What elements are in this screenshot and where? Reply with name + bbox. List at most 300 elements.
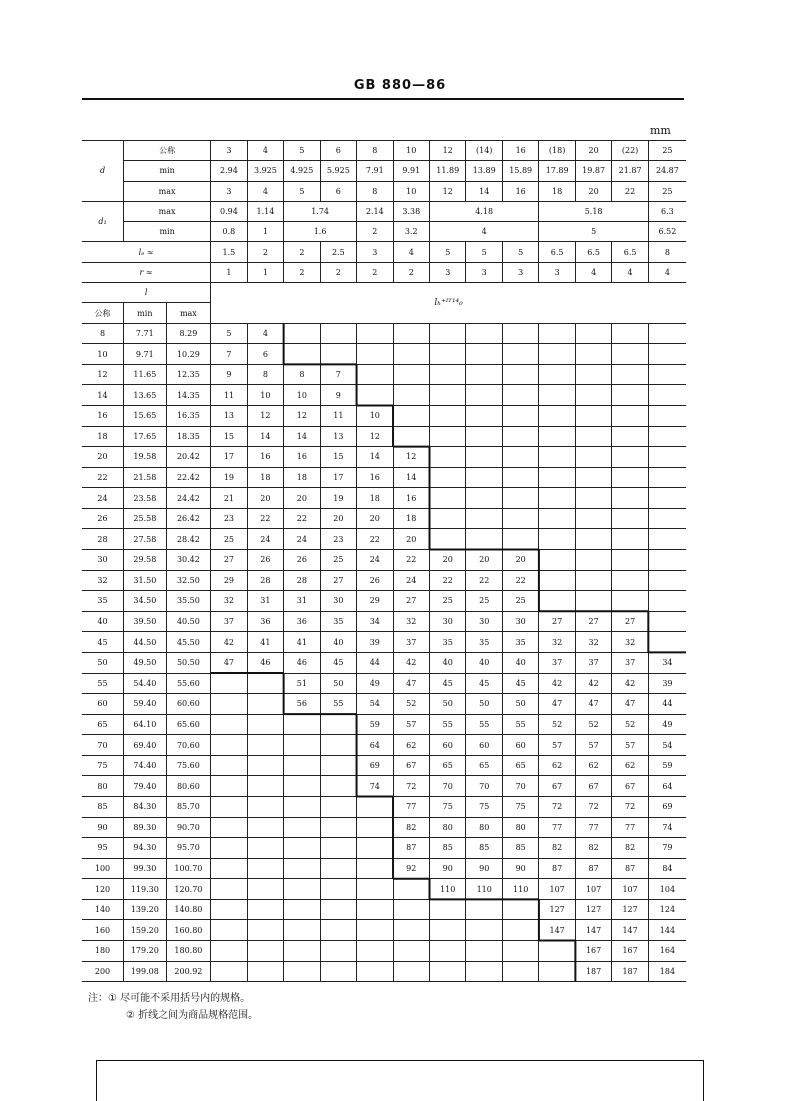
l-value-cell: 51 [284,673,320,694]
l-max-cell: 12.35 [166,364,211,385]
l-value-cell: 62 [539,755,575,776]
l-value-cell: 40 [320,632,356,653]
l-value-cell: 42 [211,632,247,653]
unit-label: mm [650,124,671,137]
l-value-cell: 85 [430,838,466,859]
l-value-cell [648,550,686,571]
l-table-row [82,570,686,591]
l-value-cell: 27 [539,611,575,632]
l-table-row [82,755,686,776]
l-value-cell: 70 [430,776,466,797]
l-value-cell: 107 [612,879,648,900]
l-value-cell: 19 [211,467,247,488]
l-nominal-cell: 95 [82,838,124,859]
r-cell: 3 [466,262,502,282]
l-value-cell [430,899,466,920]
le-cell: 1.5 [211,242,247,262]
l-value-cell: 14 [357,447,393,468]
d1-max-cell: 6.3 [648,201,686,221]
d-min-row [82,161,686,181]
l-value-cell [357,817,393,838]
l-value-cell [320,941,356,962]
l-table-row [82,776,686,797]
l-value-cell [393,961,429,982]
l-value-cell: 9 [211,364,247,385]
l-value-cell: 82 [539,838,575,859]
l-value-cell: 24 [284,529,320,550]
l-value-cell [648,364,686,385]
l-value-cell: 20 [284,488,320,509]
l-value-cell: 9 [320,385,356,406]
l-value-cell [284,920,320,941]
l-max-cell: 70.60 [166,735,211,756]
l-value-cell [430,920,466,941]
l-value-cell [320,858,356,879]
l-value-cell [284,755,320,776]
l-value-cell [466,508,502,529]
l-value-cell: 52 [539,714,575,735]
l-value-cell: 22 [284,508,320,529]
l-value-cell: 27 [211,550,247,571]
d-max-cell: 22 [612,181,648,201]
l-value-cell [612,488,648,509]
l-value-cell: 55 [466,714,502,735]
l-value-cell [284,961,320,982]
le-cell: 4 [393,242,429,262]
l-table-row [82,838,686,859]
l-min-cell: 7.71 [124,323,167,344]
l-value-cell [466,385,502,406]
le-cell: 2.5 [320,242,356,262]
d1-max-row [82,201,686,221]
l-value-cell: 27 [320,570,356,591]
l-value-cell [575,447,611,468]
d1-max-cell: 1.74 [284,201,357,221]
l-nominal-cell: 26 [82,508,124,529]
l-value-cell: 22 [430,570,466,591]
l-min-cell: 9.71 [124,344,167,365]
l-value-cell: 34 [357,611,393,632]
l-value-cell [247,858,283,879]
l-value-cell [357,941,393,962]
l-value-cell: 46 [247,652,283,673]
l-value-cell [430,529,466,550]
le-cell: 5 [430,242,466,262]
l-nominal-cell: 16 [82,405,124,426]
l-value-cell: 57 [612,735,648,756]
l-max-cell: 200.92 [166,961,211,982]
l-value-cell: 84 [648,858,686,879]
l-value-cell: 80 [430,817,466,838]
l-value-cell: 25 [211,529,247,550]
l-value-cell: 55 [502,714,538,735]
l-value-cell [575,529,611,550]
l-value-cell: 57 [393,714,429,735]
l-value-cell: 62 [575,755,611,776]
l-max-cell: 35.50 [166,591,211,612]
l-max-cell: 95.70 [166,838,211,859]
l-value-cell: 47 [393,673,429,694]
l-value-cell: 23 [320,529,356,550]
l-table-row [82,447,686,468]
l-value-cell: 31 [247,591,283,612]
l-value-cell: 87 [612,858,648,879]
l-max-cell: 28.42 [166,529,211,550]
l-value-cell: 24 [357,550,393,571]
l-value-cell [211,796,247,817]
l-value-cell [247,776,283,797]
l-table-row [82,385,686,406]
l-value-cell [466,467,502,488]
l-value-cell [430,385,466,406]
l-value-cell: 36 [247,611,283,632]
l-value-cell: 79 [648,838,686,859]
l-max-cell: 75.60 [166,755,211,776]
l-value-cell: 57 [539,735,575,756]
d-min-label: min [124,161,211,181]
l-max-cell: 160.80 [166,920,211,941]
l-value-cell [211,838,247,859]
l-value-cell: 187 [575,961,611,982]
l-value-cell: 49 [648,714,686,735]
l-value-cell [211,817,247,838]
l-value-cell: 20 [357,508,393,529]
l-value-cell: 16 [393,488,429,509]
l-value-cell [612,591,648,612]
l-value-cell [502,508,538,529]
l-value-cell [502,920,538,941]
l-value-cell [502,344,538,365]
l-value-cell [466,899,502,920]
l-value-cell: 184 [648,961,686,982]
l-value-cell: 50 [320,673,356,694]
l-value-cell [284,323,320,344]
l-value-cell [648,467,686,488]
l-value-cell: 22 [466,570,502,591]
l-value-cell [648,508,686,529]
l-value-cell: 22 [393,550,429,571]
l-table-row [82,899,686,920]
l-value-cell [539,426,575,447]
d-min-cell: 3.925 [247,161,283,181]
l-max-cell: 50.50 [166,652,211,673]
l-value-cell: 50 [466,694,502,715]
l-value-cell [502,426,538,447]
d-max-cell: 18 [539,181,575,201]
l-min-cell: 39.50 [124,611,167,632]
l-value-cell: 16 [357,467,393,488]
l-max-cell: 45.50 [166,632,211,653]
le-cell: 5 [502,242,538,262]
l-value-cell [211,961,247,982]
l-value-cell [320,344,356,365]
l-value-cell [211,941,247,962]
l-max-cell: 80.60 [166,776,211,797]
l-value-cell [539,385,575,406]
d-label: d [82,141,124,202]
d-nominal-row [82,141,686,161]
l-value-cell [466,941,502,962]
l-value-cell: 15 [320,447,356,468]
l-value-cell: 57 [575,735,611,756]
l-value-cell [612,426,648,447]
l-nominal-cell: 45 [82,632,124,653]
l-value-cell: 90 [502,858,538,879]
l-value-cell [502,405,538,426]
l-value-cell: 18 [357,488,393,509]
d1-max-cell: 0.94 [211,201,247,221]
l-value-cell: 20 [466,550,502,571]
l-value-cell: 20 [430,550,466,571]
d-nominal-cell: 10 [393,141,429,161]
l-table-row [82,694,686,715]
l-nominal-cell: 20 [82,447,124,468]
l-value-cell: 8 [247,364,283,385]
d-min-cell: 17.89 [539,161,575,181]
l-value-cell [612,385,648,406]
le-cell: 2 [247,242,283,262]
l-value-cell: 41 [247,632,283,653]
l-max-cell: 180.80 [166,941,211,962]
l-value-cell [612,447,648,468]
l-value-cell [320,776,356,797]
l-min-cell: 159.20 [124,920,167,941]
l-value-cell: 26 [357,570,393,591]
l-value-cell: 45 [466,673,502,694]
l-nominal-cell: 8 [82,323,124,344]
l-value-cell [612,508,648,529]
l-table-row [82,344,686,365]
l-value-cell: 25 [430,591,466,612]
d-nominal-cell: 4 [247,141,283,161]
l-value-cell [466,961,502,982]
d-nominal-cell: 8 [357,141,393,161]
l-nominal-cell: 12 [82,364,124,385]
l-value-cell [320,714,356,735]
l-value-cell: 29 [357,591,393,612]
d-nominal-cell: 20 [575,141,611,161]
l-value-cell [284,735,320,756]
l-value-cell [575,488,611,509]
l-value-cell: 65 [466,755,502,776]
l-value-cell [320,796,356,817]
l-value-cell [284,776,320,797]
l-value-cell: 28 [284,570,320,591]
l-value-cell: 40 [502,652,538,673]
l-value-cell [247,899,283,920]
l-min-cell: 21.58 [124,467,167,488]
l-value-cell [502,323,538,344]
l-value-cell: 13 [211,405,247,426]
l-max-label: max [166,303,211,323]
l-value-cell [320,838,356,859]
l-value-cell [247,796,283,817]
dimension-table [82,140,686,982]
l-value-cell: 85 [502,838,538,859]
l-nominal-cell: 60 [82,694,124,715]
l-value-cell [648,344,686,365]
l-value-cell: 18 [393,508,429,529]
l-value-cell [284,858,320,879]
l-value-cell [539,550,575,571]
l-max-cell: 24.42 [166,488,211,509]
l-value-cell: 75 [430,796,466,817]
l-value-cell [247,920,283,941]
l-value-cell: 77 [539,817,575,838]
l-min-cell: 74.40 [124,755,167,776]
l-table-row [82,920,686,941]
bottom-frame [96,1060,704,1101]
l-value-cell [357,364,393,385]
l-min-cell: 199.08 [124,961,167,982]
l-value-cell: 25 [466,591,502,612]
l-value-cell [393,899,429,920]
l-value-cell [466,344,502,365]
l-value-cell [612,405,648,426]
l-max-cell: 32.50 [166,570,211,591]
l-value-cell: 56 [284,694,320,715]
l-value-cell [502,941,538,962]
l-value-cell [211,714,247,735]
l-value-cell: 46 [284,652,320,673]
l-nominal-cell: 90 [82,817,124,838]
l-value-cell: 59 [648,755,686,776]
l-value-cell [539,570,575,591]
l-value-cell [430,426,466,447]
l-min-cell: 25.58 [124,508,167,529]
l-value-cell: 39 [648,673,686,694]
l-nominal-cell: 120 [82,879,124,900]
l-max-cell: 90.70 [166,817,211,838]
l-min-cell: 69.40 [124,735,167,756]
notes [88,990,258,1024]
l-value-cell [357,344,393,365]
l-value-cell: 18 [247,467,283,488]
l-nominal-cell: 50 [82,652,124,673]
l-value-cell [502,447,538,468]
l-value-cell: 147 [575,920,611,941]
l-value-cell: 12 [247,405,283,426]
l-value-cell [320,879,356,900]
l-value-cell: 26 [284,550,320,571]
l-nominal-cell: 10 [82,344,124,365]
l-value-cell [284,344,320,365]
l-value-cell [211,755,247,776]
l-min-cell: 29.58 [124,550,167,571]
d-nominal-label: 公称 [124,141,211,161]
l-min-cell: 119.30 [124,879,167,900]
l-value-cell [357,838,393,859]
l-value-cell [612,467,648,488]
l-min-cell: 54.40 [124,673,167,694]
l-nominal-cell: 75 [82,755,124,776]
l-table-row [82,611,686,632]
l-value-cell: 25 [502,591,538,612]
r-cell: 1 [211,262,247,282]
d1-min-cell: 0.8 [211,222,247,242]
l-value-cell [575,508,611,529]
d-max-cell: 20 [575,181,611,201]
l-nominal-cell: 22 [82,467,124,488]
l-value-cell: 80 [502,817,538,838]
l-value-cell [612,550,648,571]
l-value-cell: 40 [430,652,466,673]
l-value-cell: 82 [575,838,611,859]
l-nominal-cell: 65 [82,714,124,735]
d1-label: d₁ [82,201,124,242]
l-value-cell [393,364,429,385]
l-table-row [82,652,686,673]
d1-min-cell: 6.52 [648,222,686,242]
l-value-cell: 187 [612,961,648,982]
l-value-cell [502,488,538,509]
l-value-cell [502,961,538,982]
l-value-cell [539,405,575,426]
d1-max-label: max [124,201,211,221]
l-value-cell [612,323,648,344]
l-value-cell [284,714,320,735]
l-value-cell: 127 [539,899,575,920]
l-value-cell: 16 [284,447,320,468]
l-table-row [82,714,686,735]
d-max-row [82,181,686,201]
l-nominal-cell: 80 [82,776,124,797]
l-value-cell [393,405,429,426]
d-min-cell: 19.87 [575,161,611,181]
l-value-cell [575,591,611,612]
l-value-cell: 30 [466,611,502,632]
l-value-cell: 47 [539,694,575,715]
d-max-cell: 10 [393,181,429,201]
l-value-cell: 74 [357,776,393,797]
l-value-cell: 11 [320,405,356,426]
l-value-cell: 55 [430,714,466,735]
d1-min-row [82,222,686,242]
l-min-cell: 49.50 [124,652,167,673]
l-value-cell: 72 [393,776,429,797]
l-value-cell [284,899,320,920]
l-value-cell [539,591,575,612]
l-value-cell [247,714,283,735]
l-value-cell [430,508,466,529]
l-value-cell: 37 [612,652,648,673]
l-value-cell [284,817,320,838]
l-value-cell [539,344,575,365]
r-cell: 4 [648,262,686,282]
l-value-cell: 69 [357,755,393,776]
l-value-cell [466,447,502,468]
l-value-cell: 42 [539,673,575,694]
l-value-cell: 45 [430,673,466,694]
r-cell: 4 [575,262,611,282]
l-value-cell [211,673,247,694]
r-cell: 2 [357,262,393,282]
l-value-cell [211,858,247,879]
l-value-cell [357,899,393,920]
l-value-cell [648,323,686,344]
l-value-cell: 87 [393,838,429,859]
l-min-cell: 94.30 [124,838,167,859]
l-table-row [82,879,686,900]
l-max-cell: 120.70 [166,879,211,900]
l-label: l [82,283,211,303]
l-value-cell: 6 [247,344,283,365]
l-value-cell: 44 [648,694,686,715]
l-value-cell: 20 [393,529,429,550]
standard-header: GB 880—86 [353,78,447,93]
le-cell: 5 [466,242,502,262]
d1-max-cell: 4.18 [430,201,539,221]
